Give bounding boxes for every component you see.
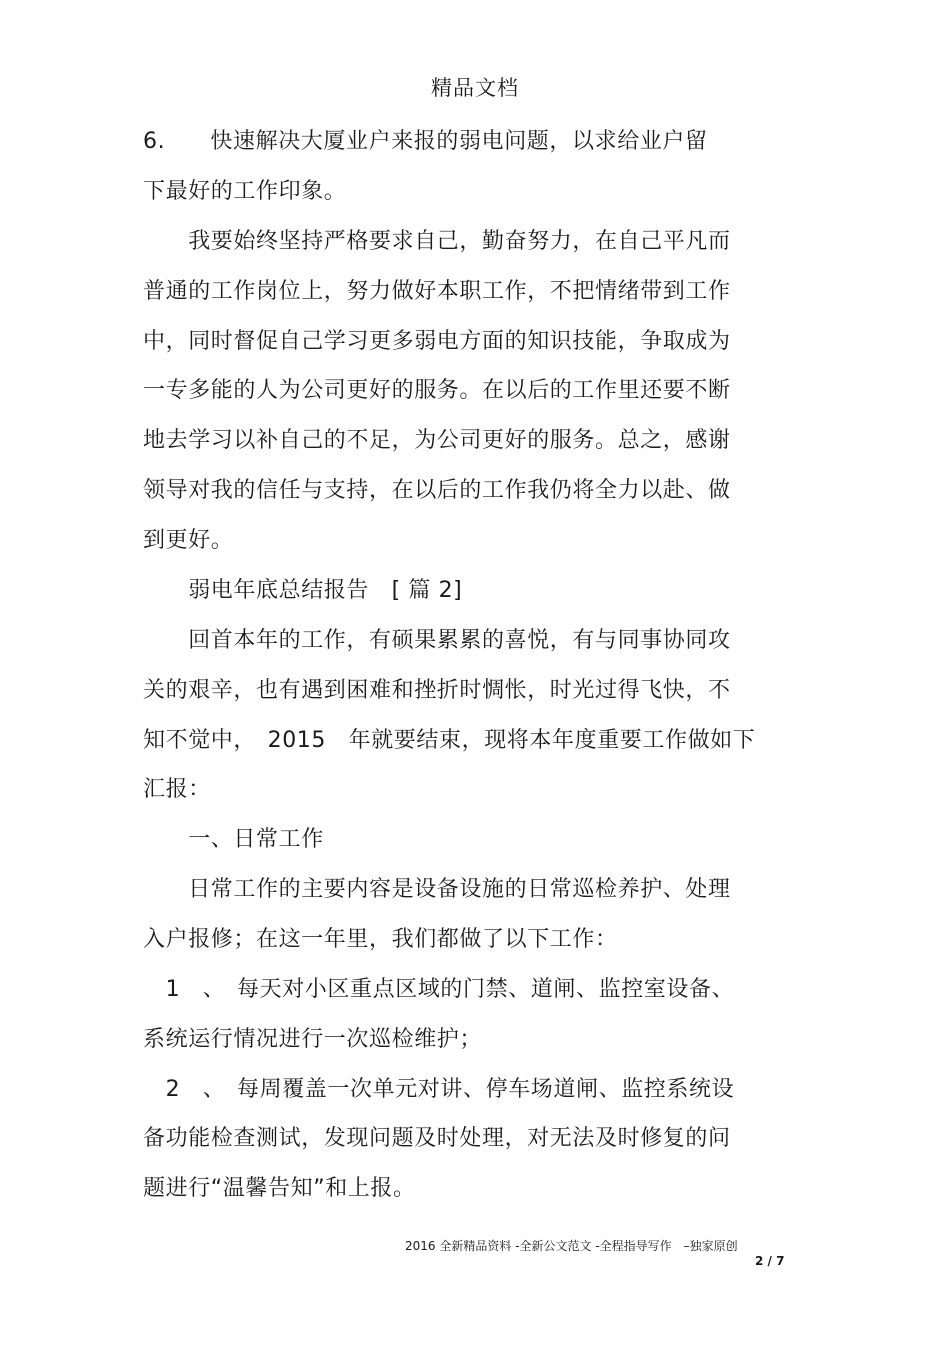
body-line: 到更好。 <box>143 528 234 553</box>
list-item-line: 2 、 每周覆盖一次单元对讲、停车场道闸、监控系统设 <box>143 1077 735 1102</box>
list-item-line: 题进行“温馨告知”和上报。 <box>143 1176 416 1201</box>
body-line: 汇报： <box>143 777 211 802</box>
body-line: 入户报修；在这一年里，我们都做了以下工作： <box>143 927 618 952</box>
page-number: 2 / 7 <box>755 1254 785 1268</box>
body-line: 地去学习以补自己的不足，为公司更好的服务。总之，感谢 <box>143 428 731 453</box>
section-heading: 弱电年底总结报告 [ 篇 2] <box>143 578 463 603</box>
body-line: 下最好的工作印象。 <box>143 179 347 204</box>
list-item-line: 系统运行情况进行一次巡检维护； <box>143 1027 483 1052</box>
body-line: 6. 快速解决大厦业户来报的弱电问题，以求给业户留 <box>143 129 708 154</box>
page-header-title: 精品文档 <box>431 76 519 100</box>
body-line: 日常工作的主要内容是设备设施的日常巡检养护、处理 <box>143 877 731 902</box>
footer-note: 2016 全新精品资料 -全新公文范文 -全程指导写作 –独家原创 <box>405 1239 738 1253</box>
body-line: 关的艰辛，也有遇到困难和挫折时惆怅，时光过得飞快，不 <box>143 678 731 703</box>
body-line: 我要始终坚持严格要求自己，勤奋努力，在自己平凡而 <box>143 229 731 254</box>
body-line: 中，同时督促自己学习更多弱电方面的知识技能，争取成为 <box>143 329 731 354</box>
body-line: 一专多能的人为公司更好的服务。在以后的工作里还要不断 <box>143 378 731 403</box>
list-item-line: 1 、 每天对小区重点区域的门禁、道闸、监控室设备、 <box>143 977 735 1002</box>
body-line: 回首本年的工作，有硕果累累的喜悦，有与同事协同攻 <box>143 628 731 653</box>
body-line: 领导对我的信任与支持，在以后的工作我仍将全力以赴、做 <box>143 478 731 503</box>
list-item-line: 备功能检查测试，发现问题及时处理，对无法及时修复的问 <box>143 1126 731 1151</box>
section-heading: 一、日常工作 <box>143 827 324 852</box>
body-line: 知不觉中， 2015 年就要结束，现将本年度重要工作做如下 <box>143 728 756 753</box>
body-line: 普通的工作岗位上，努力做好本职工作，不把情绪带到工作 <box>143 279 731 304</box>
